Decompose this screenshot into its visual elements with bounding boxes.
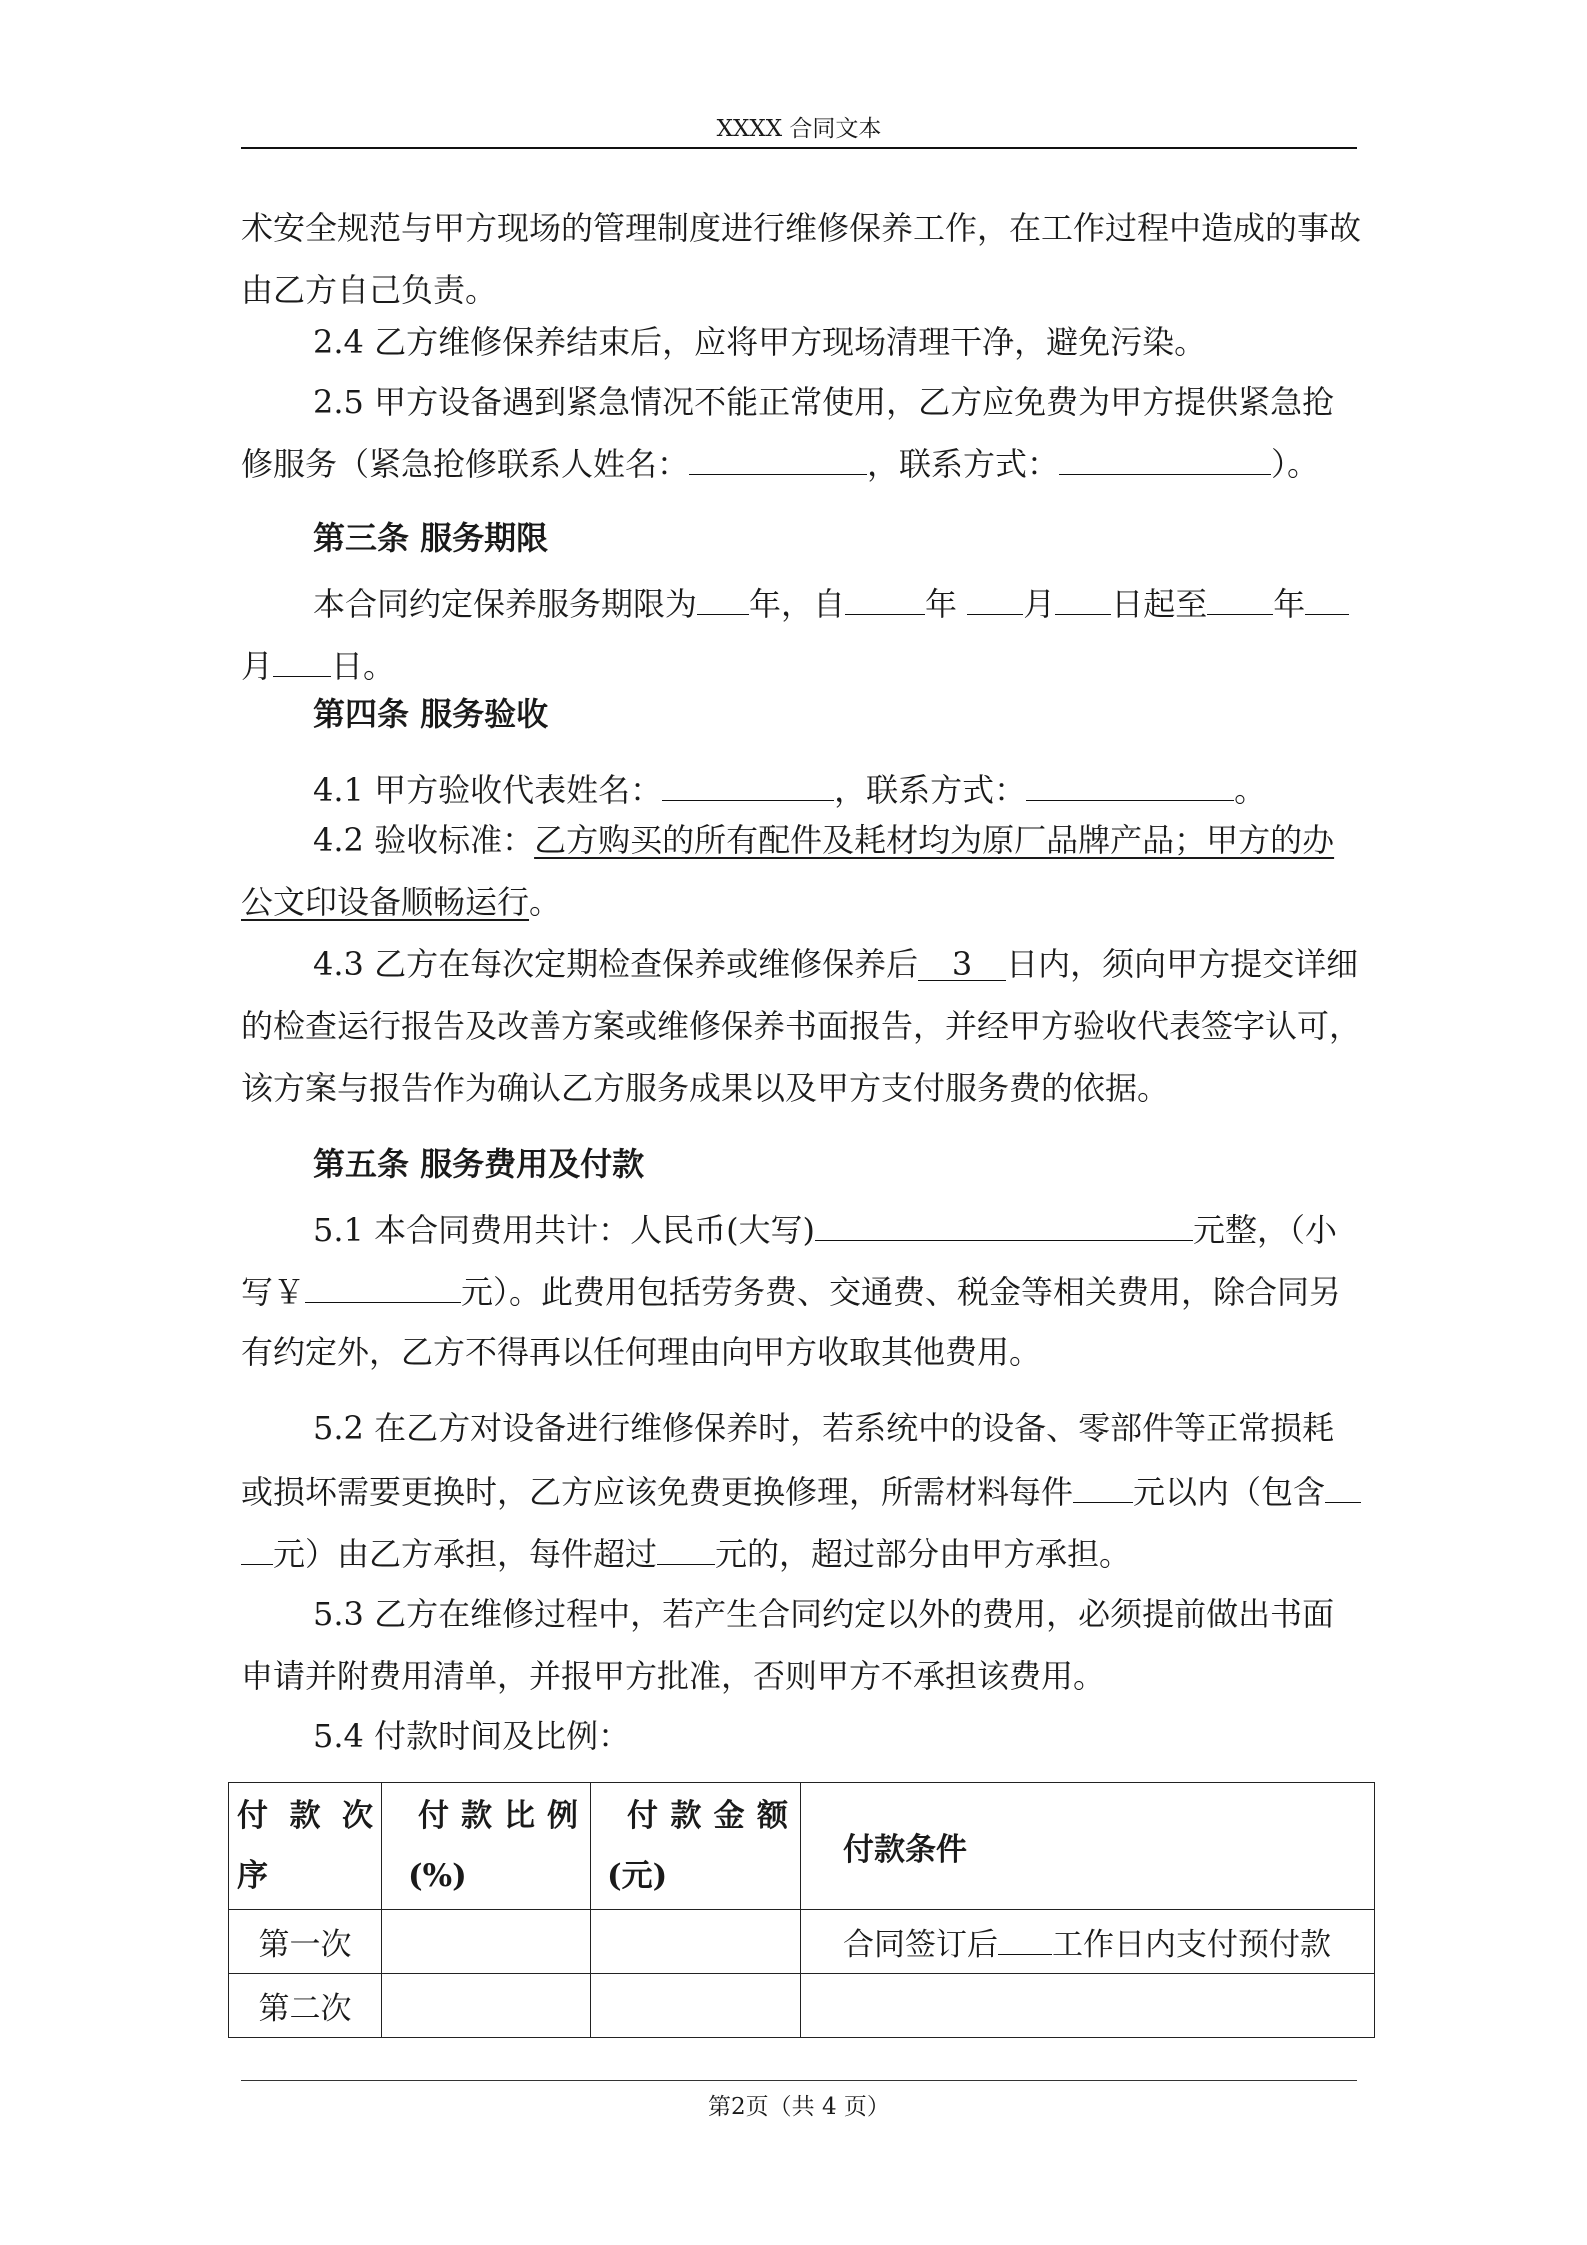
text-line [241, 1470, 1361, 1510]
material-included-blank[interactable] [1325, 1470, 1361, 1503]
end-day-blank[interactable] [273, 644, 331, 677]
acceptance-standard-text: 乙方购买的所有配件及耗材均为原厂品牌产品；甲方的办 [534, 821, 1335, 859]
text-fragment: 月 [241, 647, 274, 685]
start-year-blank[interactable] [845, 582, 925, 615]
acceptance-standard-text: 公文印设备顺畅运行 [241, 883, 530, 921]
cell-amount[interactable] [591, 1974, 801, 2038]
end-year-blank[interactable] [1207, 582, 1273, 615]
page-header: XXXX 合同文本 [716, 116, 882, 142]
header-cell-condition [801, 1783, 1375, 1910]
text-fragment: 或损坏需要更换时，乙方应该免费更换修理，所需材料每件 [241, 1473, 1074, 1511]
text-line: 有约定外，乙方不得再以任何理由向甲方收取其他费用。 [241, 1333, 1042, 1371]
text-fragment: 合同签订后 [843, 1927, 998, 1963]
text-fragment: 写￥ [241, 1273, 306, 1311]
text-fragment: 。 [529, 883, 562, 921]
text-fragment: 元以内（包含 [1133, 1473, 1326, 1511]
text-fragment: 年，自 [749, 585, 846, 623]
text-line [241, 1532, 1131, 1572]
text-fragment: ）。 [1271, 445, 1320, 483]
material-exceed-blank[interactable] [657, 1532, 715, 1565]
header-text: 付款比例 [418, 1798, 578, 1834]
text-fragment: 元）。此费用包括劳务费、交通费、税金等相关费用，除合同另 [461, 1273, 1342, 1311]
text-fragment: 日。 [331, 647, 396, 685]
cell-condition[interactable] [801, 1974, 1375, 2038]
text-line: 申请并附费用清单，并报甲方批准，否则甲方不承担该费用。 [241, 1657, 1106, 1695]
cell-sequence: 第一次 [229, 1910, 382, 1974]
cell-amount[interactable] [591, 1910, 801, 1974]
text-fragment: 日起至 [1111, 585, 1208, 623]
table-row [229, 1910, 1375, 1974]
start-day-blank[interactable] [1055, 582, 1111, 615]
paragraph-5-1 [313, 1208, 1337, 1248]
text-line [241, 882, 561, 922]
text-line: 该方案与报告作为确认乙方服务成果以及甲方支付服务费的依据。 [241, 1069, 1170, 1107]
text-fragment: 元的，超过部分由甲方承担。 [715, 1535, 1132, 1573]
text-line [241, 1270, 1341, 1310]
clause-4-title: 第四条 服务验收 [313, 695, 549, 733]
amount-lowercase-blank[interactable] [305, 1270, 461, 1303]
header-cell-amount [591, 1783, 801, 1910]
paragraph-4-2 [313, 820, 1334, 860]
text-fragment: 4.2 验收标准： [313, 821, 535, 859]
paragraph-5-3: 5.3 乙方在维修过程中，若产生合同约定以外的费用，必须提前做出书面 [313, 1595, 1335, 1633]
text-fragment: ，联系方式： [834, 771, 1027, 809]
text-fragment: 年 [1273, 585, 1306, 623]
cell-condition [801, 1910, 1375, 1974]
text-line: 的检查运行报告及改善方案或维修保养书面报告，并经甲方验收代表签字认可， [241, 1007, 1362, 1045]
acceptance-rep-contact-blank[interactable] [1026, 768, 1234, 801]
text-fragment: ，联系方式： [867, 445, 1060, 483]
footer-rule [241, 2080, 1357, 2081]
paragraph-5-2: 5.2 在乙方对设备进行维修保养时，若系统中的设备、零部件等正常损耗 [313, 1409, 1335, 1447]
text-fragment: 4.3 乙方在每次定期检查保养或维修保养后 [313, 945, 919, 983]
text-fragment: 修服务（紧急抢修联系人姓名： [241, 445, 690, 483]
contact-method-blank[interactable] [1059, 442, 1271, 475]
paragraph-2-5: 2.5 甲方设备遇到紧急情况不能正常使用，乙方应免费为甲方提供紧急抢 [313, 383, 1335, 421]
workdays-blank[interactable] [998, 1922, 1052, 1955]
header-cell-sequence [229, 1783, 382, 1910]
header-cell-ratio [382, 1783, 591, 1910]
text-fragment: 。 [1234, 771, 1267, 809]
header-text: 付款金额 [627, 1798, 788, 1834]
header-text: (%) [408, 1858, 467, 1894]
paragraph-2-4: 2.4 乙方维修保养结束后，应将甲方现场清理干净，避免污染。 [313, 323, 1207, 361]
paragraph-4-1 [313, 768, 1266, 808]
text-line [241, 442, 1319, 482]
text-fragment: 年 [925, 585, 968, 623]
text-line [313, 582, 1349, 622]
text-fragment: 5.1 本合同费用共计：人民币(大写) [313, 1211, 816, 1249]
text-fragment: 日内，须向甲方提交详细 [1006, 945, 1359, 983]
material-limit-blank[interactable] [1073, 1470, 1133, 1503]
text-fragment: 月 [1023, 585, 1056, 623]
clause-3-title: 第三条 服务期限 [313, 519, 549, 557]
paragraph-5-4: 5.4 付款时间及比例： [313, 1717, 631, 1755]
end-month-blank[interactable] [1305, 582, 1349, 615]
header-text: 付款条件 [843, 1831, 967, 1868]
table-header-row [229, 1783, 1375, 1910]
cell-ratio[interactable] [382, 1974, 591, 2038]
text-line: 术安全规范与甲方现场的管理制度进行维修保养工作，在工作过程中造成的事故 [241, 209, 1362, 247]
table-row [229, 1974, 1375, 2038]
clause-5-title: 第五条 服务费用及付款 [313, 1145, 645, 1183]
paragraph-4-3 [313, 944, 1358, 984]
years-blank[interactable] [697, 582, 749, 615]
amount-uppercase-blank[interactable] [815, 1208, 1193, 1241]
cell-sequence: 第二次 [229, 1974, 382, 2038]
header-rule [241, 147, 1357, 149]
text-line [241, 644, 395, 684]
text-fragment: 本合同约定保养服务期限为 [313, 585, 698, 623]
payment-table [228, 1782, 1375, 2038]
text-fragment: 4.1 甲方验收代表姓名： [313, 771, 663, 809]
header-text: (元) [607, 1858, 668, 1894]
text-fragment: 工作日内支付预付款 [1052, 1927, 1331, 1963]
start-month-blank[interactable] [967, 582, 1023, 615]
cell-ratio[interactable] [382, 1910, 591, 1974]
text-fragment: 元）由乙方承担，每件超过 [273, 1535, 658, 1573]
text-line: 由乙方自己负责。 [241, 271, 498, 309]
report-days-value[interactable]: 3 [918, 944, 1006, 981]
header-text: 序 [237, 1858, 268, 1894]
contact-name-blank[interactable] [689, 442, 867, 475]
text-fragment: 元整，（小 [1193, 1211, 1338, 1249]
material-included-blank-cont[interactable] [241, 1532, 273, 1565]
acceptance-rep-name-blank[interactable] [662, 768, 834, 801]
page-number: 第2页（共 4 页） [708, 2094, 890, 2120]
header-text: 付款次 [237, 1798, 373, 1834]
